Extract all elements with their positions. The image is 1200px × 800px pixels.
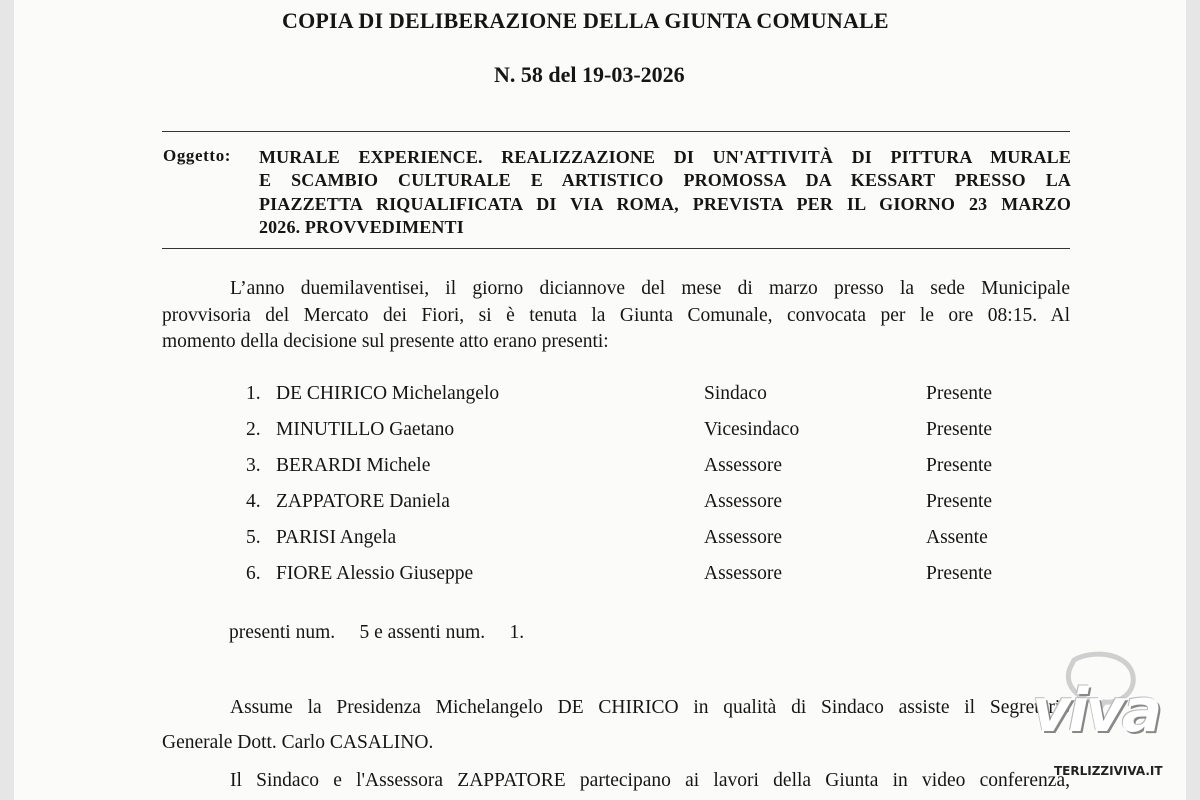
- attendee-number: 3.: [246, 455, 261, 476]
- bottom-rule: [162, 248, 1070, 249]
- attendee-number: 4.: [246, 491, 261, 512]
- document-title: COPIA DI DELIBERAZIONE DELLA GIUNTA COMUNALE: [282, 8, 889, 33]
- attendee-role: Assessore: [704, 455, 782, 476]
- attendee-role: Assessore: [704, 527, 782, 548]
- oggetto-line: 2026. PROVVEDIMENTI: [259, 216, 464, 237]
- oggetto-line: E SCAMBIO CULTURALE E ARTISTICO PROMOSSA DA KESSART PRESSO LA: [259, 170, 1071, 191]
- presidenza-line: Generale Dott. Carlo CASALINO.: [162, 731, 434, 753]
- attendee-name: PARISI Angela: [276, 527, 397, 548]
- attendee-name: BERARDI Michele: [276, 455, 431, 476]
- attendee-role: Sindaco: [704, 383, 767, 404]
- attendee-number: 2.: [246, 419, 261, 440]
- logo-word: viva: [1032, 676, 1160, 746]
- intro-paragraph: [162, 276, 1070, 356]
- attendee-number: 6.: [246, 563, 261, 584]
- document-page: [14, 0, 1186, 800]
- attendee-status: Presente: [926, 455, 993, 476]
- logo-site: TERLIZZIVIVA.IT: [1054, 764, 1163, 778]
- oggetto-line: MURALE EXPERIENCE. REALIZZAZIONE DI UN'ATTIVITÀ DI PITTURA MURALE: [259, 147, 1071, 167]
- attendee-number: 1.: [246, 383, 261, 404]
- presidenza-line: Assume la Presidenza Michelangelo DE CHIRICO in qualità di Sindaco assiste il Segretario: [230, 697, 1070, 718]
- attendee-status: Presente: [926, 563, 993, 584]
- attendee-row: [246, 455, 1066, 481]
- attendee-status: Presente: [926, 419, 993, 440]
- attendee-name: ZAPPATORE Daniela: [276, 491, 450, 512]
- attendee-row: [246, 527, 1066, 553]
- attendee-role: Assessore: [704, 563, 782, 584]
- intro-line: momento della decisione sul presente atto erano presenti:: [162, 331, 609, 353]
- oggetto-text: [259, 146, 1071, 239]
- top-rule: [162, 131, 1070, 132]
- attendee-name: FIORE Alessio Giuseppe: [276, 563, 474, 584]
- attendance-summary: presenti num. 5 e assenti num. 1.: [229, 622, 525, 643]
- viva-logo: [1014, 646, 1174, 792]
- oggetto-label: Oggetto:: [163, 146, 232, 165]
- attendee-role: Assessore: [704, 491, 782, 512]
- attendee-row: [246, 563, 1066, 589]
- attendee-name: MINUTILLO Gaetano: [276, 419, 455, 440]
- presidenza-paragraph: [162, 695, 1070, 756]
- attendee-status: Presente: [926, 491, 993, 512]
- attendee-name: DE CHIRICO Michelangelo: [276, 383, 500, 404]
- attendee-role: Vicesindaco: [704, 419, 800, 440]
- oggetto-line: PIAZZETTA RIQUALIFICATA DI VIA ROMA, PREVISTA PER IL GIORNO 23 MARZO: [259, 193, 1071, 214]
- attendee-row: [246, 419, 1066, 445]
- intro-line: provvisoria del Mercato dei Fiori, si è tenuta la Giunta Comunale, convocata per le ore 08:15. Al: [162, 304, 1070, 326]
- video-paragraph: [162, 768, 1070, 795]
- intro-line: L’anno duemilaventisei, il giorno diciannove del mese di marzo presso la sede Municipale: [230, 278, 1070, 299]
- video-line: Il Sindaco e l'Assessora ZAPPATORE partecipano ai lavori della Giunta in video conferenza,: [230, 770, 1070, 791]
- attendee-row: [246, 383, 1066, 409]
- attendee-number: 5.: [246, 527, 261, 548]
- attendee-status: Assente: [926, 527, 988, 548]
- attendee-row: [246, 491, 1066, 517]
- deliberation-number: N. 58 del 19-03-2026: [494, 62, 685, 87]
- attendee-status: Presente: [926, 383, 993, 404]
